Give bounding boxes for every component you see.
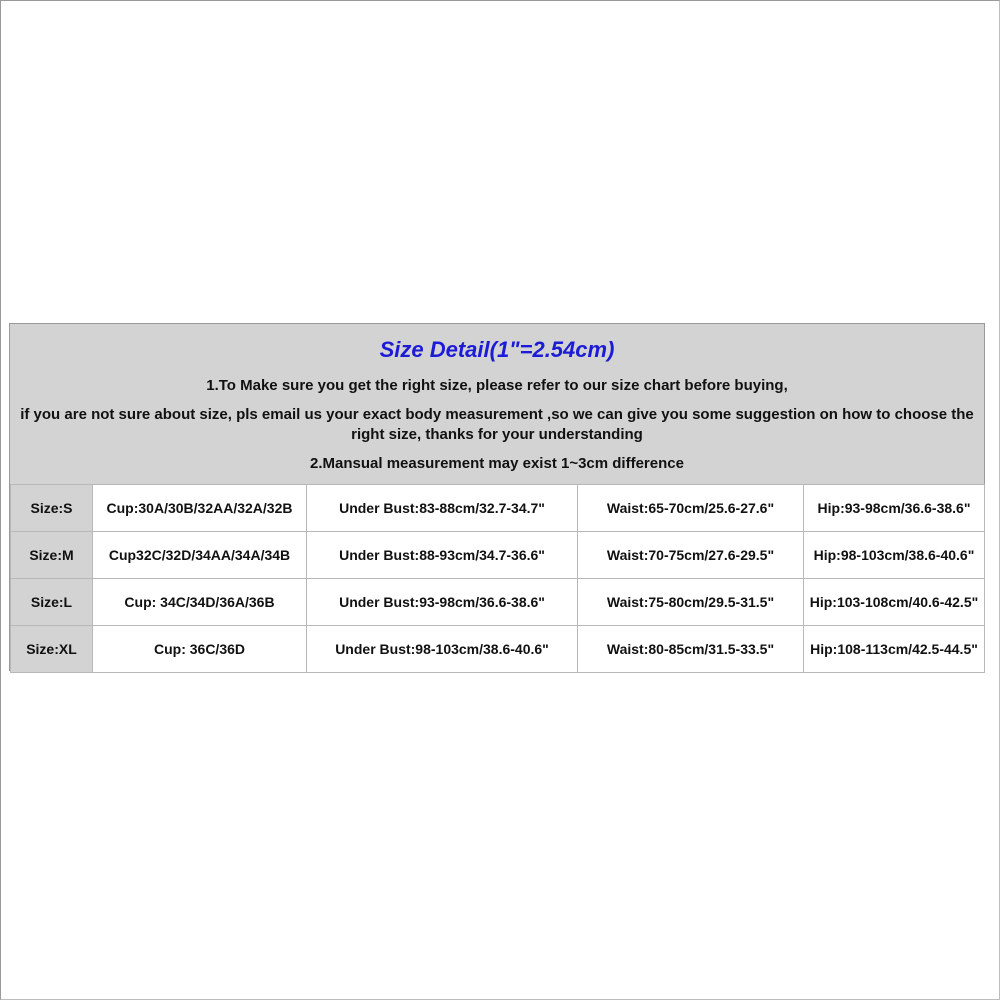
size-note-3: 2.Mansual measurement may exist 1~3cm difference [310,455,684,472]
table-row [11,485,985,532]
waist-cell: Waist:80-85cm/31.5-33.5" [578,626,804,673]
hip-cell: Hip:103-108cm/40.6-42.5" [804,579,985,626]
size-label-cell: Size:XL [11,626,93,673]
size-note-2: if you are not sure about size, pls email us your exact body measurement ,so we can give you some suggestion on how to choose the right size, thanks for your understanding [20,406,974,443]
waist-cell: Waist:70-75cm/27.6-29.5" [578,532,804,579]
cup-cell: Cup: 34C/34D/36A/36B [93,579,307,626]
table-row [11,626,985,673]
size-chart [9,323,985,671]
waist-cell: Waist:75-80cm/29.5-31.5" [578,579,804,626]
under-bust-cell: Under Bust:98-103cm/38.6-40.6" [307,626,578,673]
cup-cell: Cup:30A/30B/32AA/32A/32B [93,485,307,532]
size-label-cell: Size:M [11,532,93,579]
under-bust-cell: Under Bust:93-98cm/36.6-38.6" [307,579,578,626]
cup-cell: Cup32C/32D/34AA/34A/34B [93,532,307,579]
size-table [10,484,985,673]
table-row [11,579,985,626]
hip-cell: Hip:108-113cm/42.5-44.5" [804,626,985,673]
waist-cell: Waist:65-70cm/25.6-27.6" [578,485,804,532]
hip-cell: Hip:98-103cm/38.6-40.6" [804,532,985,579]
under-bust-cell: Under Bust:83-88cm/32.7-34.7" [307,485,578,532]
size-label-cell: Size:S [11,485,93,532]
table-row [11,532,985,579]
size-chart-title: Size Detail(1"=2.54cm) [379,337,615,362]
size-chart-header [10,324,984,484]
hip-cell: Hip:93-98cm/36.6-38.6" [804,485,985,532]
size-label-cell: Size:L [11,579,93,626]
size-note-1: 1.To Make sure you get the right size, please refer to our size chart before buying, [206,377,788,394]
under-bust-cell: Under Bust:88-93cm/34.7-36.6" [307,532,578,579]
cup-cell: Cup: 36C/36D [93,626,307,673]
